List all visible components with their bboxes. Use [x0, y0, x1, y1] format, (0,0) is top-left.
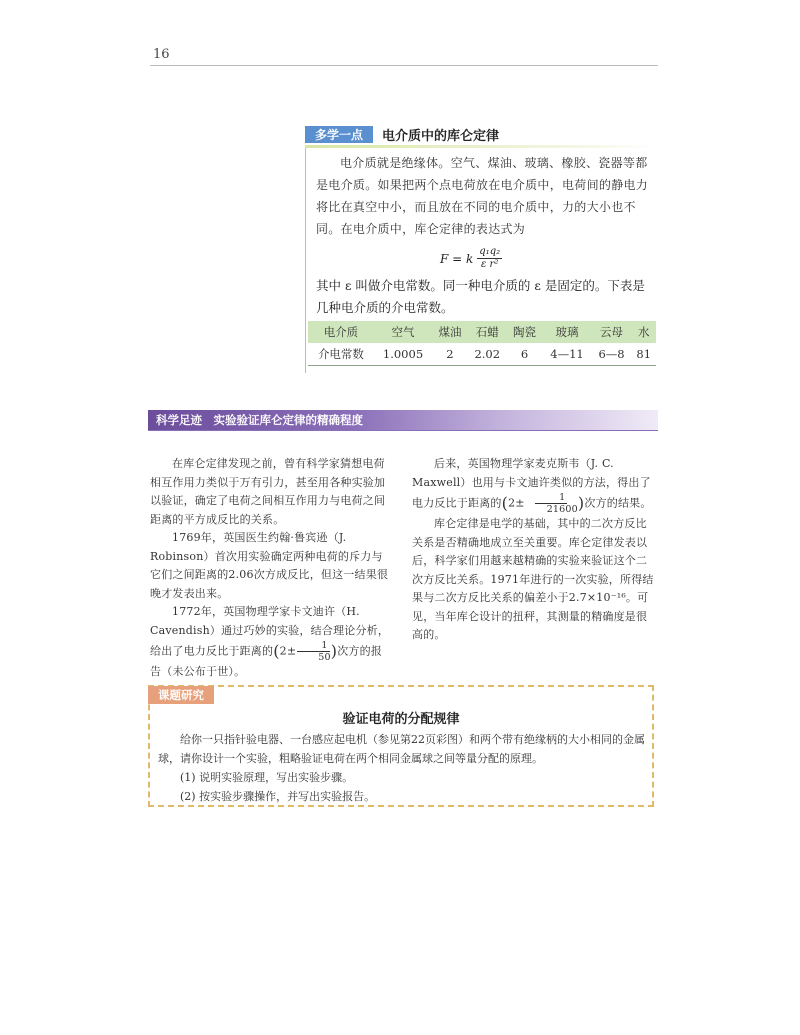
table-header-cell: 玻璃 [542, 321, 591, 343]
frac-lead: 2± [279, 644, 297, 658]
table-header-cell: 电介质 [308, 321, 374, 343]
table-cell: 2.02 [468, 343, 507, 366]
history-paragraph: 在库仑定律发现之前，曾有科学家猜想电荷相互作用力类似于万有引力，甚至用各种实验加以验证，确定了电荷之间相互作用力与电荷之间距离的平方成反比的关系。 [150, 457, 386, 526]
history-paragraph [150, 603, 392, 682]
table-header-cell: 石蜡 [468, 321, 507, 343]
table-cell: 6—8 [592, 343, 632, 366]
history-left-column [150, 455, 392, 682]
table-header-cell: 陶瓷 [507, 321, 543, 343]
research-intro: 给你一只指针验电器、一台感应起电机（参见第22页彩图）和两个带有绝缘柄的大小相同的金属球，请你设计一个实验，粗略验证电荷在两个相同金属球之间等量分配的原理。 [158, 733, 645, 765]
frac-lead: 2± [508, 496, 525, 510]
table-cell: 2 [432, 343, 468, 366]
extra-section-title: 电介质中的库仑定律 [382, 129, 500, 144]
research-step: (2) 按实验步骤操作，并写出实验报告。 [180, 790, 376, 803]
formula-fraction [477, 246, 502, 271]
cavendish-fraction [296, 640, 331, 663]
history-banner-rule [148, 430, 658, 431]
extra-section-tag: 多学一点 [305, 126, 373, 143]
extra-section-underline [305, 145, 655, 148]
formula-numerator: q₁q₂ [479, 246, 501, 257]
history-banner-label: 科学足迹 实验验证库仑定律的精确程度 [156, 413, 363, 427]
maxwell-fraction [525, 492, 578, 515]
history-paragraph: 库仑定律是电学的基础，其中的二次方反比关系是否精确地成立至关重要。库仑定律发表以后，科学家们用越来越精确的实验来验证这个二次方反比关系。1971年进行的一次实验，所得结果与二次方反比关系的偏差小于2.7×10⁻¹⁶。可见，当年库仑设计的扭秤，其测量的精确度是很高的。 [412, 517, 654, 641]
paren-open: ( [501, 493, 509, 513]
research-step: (1) 说明实验原理，写出实验步骤。 [180, 771, 354, 784]
history-text: 次方的报告（未公布于世）。 [150, 644, 383, 678]
history-text: 后来，英国物理学家麦克斯韦（J. C. Maxwell）也用与卡文迪许类似的方法，得出了电力反比于距离的 [412, 457, 651, 510]
dielectric-constant-table [308, 321, 656, 366]
paren-close: ) [577, 493, 585, 513]
paren-open: ( [273, 641, 280, 661]
fraction-denominator: 50 [318, 652, 331, 663]
research-tag: 课题研究 [148, 686, 214, 704]
table-header-cell: 空气 [374, 321, 432, 343]
table-cell: 4—11 [542, 343, 591, 366]
table-cell: 介电常数 [308, 343, 374, 366]
history-paragraph [412, 455, 656, 515]
fraction-numerator: 1 [297, 640, 329, 652]
table-cell: 6 [507, 343, 543, 366]
header-rule [150, 65, 658, 66]
table-header-row [308, 321, 656, 343]
table-row [308, 343, 656, 366]
table-header-cell: 煤油 [432, 321, 468, 343]
history-text: 1772年，英国物理学家卡文迪许（H. Cavendish）通过巧妙的实验，结合理论分析，给出了电力反比于距离的 [150, 605, 390, 658]
research-title: 验证电荷的分配规律 [342, 712, 460, 727]
extra-paragraph-2: 其中 ε 叫做介电常数。同一种电介质的 ε 是固定的。下表是几种电介质的介电常数。 [316, 278, 645, 315]
coulomb-formula [440, 246, 502, 271]
formula-lhs: F = k [440, 251, 474, 266]
history-text: 次方的结果。 [584, 496, 652, 510]
history-paragraph: 1769年，英国医生约翰·鲁宾逊（J. Robinson）首次用实验确定两种电荷的斥力与它们之间距离的2.06次方成反比，但这一结果很晚才发表出来。 [150, 531, 389, 600]
table-cell: 81 [631, 343, 656, 366]
extra-paragraph-1: 电介质就是绝缘体。空气、煤油、玻璃、橡胶、瓷器等都是电介质。如果把两个点电荷放在电介质中，电荷间的静电力将比在真空中小，而且放在不同的电介质中，力的大小也不同。在电介质中，库仑定律的表达式为 [316, 156, 649, 236]
table-header-cell: 水 [631, 321, 656, 343]
formula-denominator: ε r² [481, 259, 499, 270]
table-header-cell: 云母 [592, 321, 632, 343]
paren-close: ) [330, 641, 338, 661]
extra-section-side-rule [305, 148, 306, 373]
history-right-column [412, 455, 656, 645]
research-body [158, 730, 646, 806]
fraction-denominator: 21600 [546, 504, 578, 515]
table-cell: 1.0005 [374, 343, 432, 366]
page-number: 16 [153, 47, 170, 62]
fraction-numerator: 1 [535, 492, 567, 504]
